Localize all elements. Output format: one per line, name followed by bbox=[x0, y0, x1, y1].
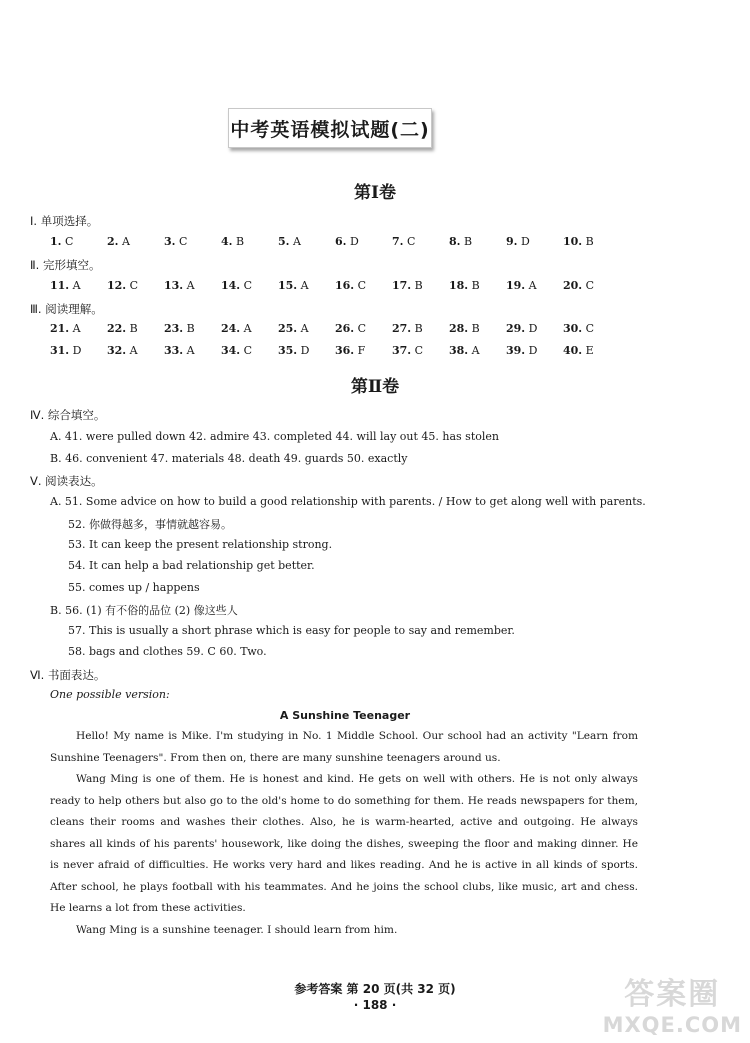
answer-item bbox=[335, 322, 392, 335]
essay-title: A Sunshine Teenager bbox=[279, 709, 411, 722]
reading-58: 58. bags and clothes 59. C 60. Two. bbox=[68, 645, 267, 658]
answer-number: 13. bbox=[164, 279, 184, 292]
answer-letter: B bbox=[126, 322, 138, 335]
answer-letter: A bbox=[126, 344, 138, 357]
answer-item bbox=[392, 344, 449, 357]
answer-letter: B bbox=[582, 235, 594, 248]
answer-item bbox=[50, 344, 107, 357]
answer-number: 25. bbox=[278, 322, 298, 335]
answer-letter: C bbox=[403, 235, 416, 248]
volume-2-heading: 第Ⅱ卷 bbox=[350, 377, 400, 397]
answer-number: 14. bbox=[221, 279, 241, 292]
answer-item bbox=[164, 322, 221, 335]
answer-item bbox=[107, 235, 164, 248]
version-note: One possible version: bbox=[50, 688, 170, 701]
answer-letter: A bbox=[183, 344, 195, 357]
answer-number: 20. bbox=[563, 279, 583, 292]
answer-row-4 bbox=[50, 344, 620, 357]
answer-letter: A bbox=[183, 279, 195, 292]
answer-letter: B bbox=[232, 235, 245, 248]
watermark-logo bbox=[603, 969, 742, 1037]
reading-55: 55. comes up / happens bbox=[68, 581, 200, 594]
answer-letter: A bbox=[69, 279, 81, 292]
answer-number: 2. bbox=[107, 235, 119, 248]
section-4-heading: Ⅳ. 综合填空。 bbox=[30, 408, 106, 422]
answer-item bbox=[392, 322, 449, 335]
answer-number: 16. bbox=[335, 279, 355, 292]
answer-item bbox=[164, 279, 221, 292]
section-2-heading: Ⅱ. 完形填空。 bbox=[30, 258, 101, 272]
answer-number: 15. bbox=[278, 279, 298, 292]
answer-number: 38. bbox=[449, 344, 469, 357]
answer-number: 12. bbox=[107, 279, 127, 292]
answer-letter: A bbox=[468, 344, 480, 357]
answer-letter: D bbox=[525, 322, 538, 335]
footer-reference: 参考答案 第 20 页(共 32 页) bbox=[294, 982, 456, 996]
answer-item bbox=[164, 235, 221, 248]
answer-letter: C bbox=[411, 344, 424, 357]
answer-number: 27. bbox=[392, 322, 412, 335]
answer-letter: D bbox=[517, 235, 530, 248]
answer-item bbox=[221, 279, 278, 292]
answer-row-2 bbox=[50, 279, 620, 292]
answer-number: 32. bbox=[107, 344, 127, 357]
answer-item bbox=[278, 279, 335, 292]
essay-paragraph-1: Hello! My name is Mike. I'm studying in No. 1 Middle School. Our school had an activity "Learn from Sunshine Teenagers". From then on, there are many sunshine teenagers around us. bbox=[50, 730, 638, 764]
answer-number: 23. bbox=[164, 322, 184, 335]
answer-number: 11. bbox=[50, 279, 70, 292]
answer-item bbox=[449, 322, 506, 335]
essay-paragraph-2: Wang Ming is one of them. He is honest and kind. He gets on well with others. He is not only always ready to help others but also go to the old's home to do something for them. He reads newspapers for them, cleans their rooms and washes their clothes. Also, he is warm-hearted, active and outgoing. He always shares all kinds of his parents' housework, like doing the dishes, sweeping the floor and making dinner. He is never afraid of difficulties. He works very hard and likes reading. And he is active in all kinds of sports. After school, he plays football with his teammates. And he joins the school clubs, like music, art and chess. He learns a lot from these activities. bbox=[50, 773, 638, 914]
answer-letter: D bbox=[69, 344, 82, 357]
answer-letter: C bbox=[582, 322, 595, 335]
answer-letter: B bbox=[468, 279, 480, 292]
answer-item bbox=[278, 344, 335, 357]
answer-item bbox=[50, 322, 107, 335]
answer-number: 30. bbox=[563, 322, 583, 335]
answer-item bbox=[50, 235, 107, 248]
answer-item bbox=[392, 235, 449, 248]
answer-number: 37. bbox=[392, 344, 412, 357]
answer-letter: C bbox=[582, 279, 595, 292]
reading-56: B. 56. (1) 有不俗的品位 (2) 像这些人 bbox=[50, 604, 238, 617]
answer-number: 24. bbox=[221, 322, 241, 335]
answer-letter: D bbox=[346, 235, 359, 248]
essay-body bbox=[50, 726, 638, 941]
answer-number: 22. bbox=[107, 322, 127, 335]
answer-letter: F bbox=[354, 344, 366, 357]
answer-item bbox=[506, 235, 563, 248]
answer-item bbox=[506, 344, 563, 357]
answer-item bbox=[164, 344, 221, 357]
section-5-heading: Ⅴ. 阅读表达。 bbox=[30, 474, 103, 488]
section-6-heading: Ⅵ. 书面表达。 bbox=[30, 668, 106, 682]
answer-number: 3. bbox=[164, 235, 176, 248]
reading-52: 52. 你做得越多，事情就越容易。 bbox=[68, 518, 232, 531]
answer-item bbox=[221, 344, 278, 357]
answer-number: 10. bbox=[563, 235, 583, 248]
answer-number: 9. bbox=[506, 235, 518, 248]
answer-number: 18. bbox=[449, 279, 469, 292]
answer-item bbox=[392, 279, 449, 292]
answer-letter: B bbox=[183, 322, 195, 335]
answer-letter: C bbox=[175, 235, 188, 248]
answer-item bbox=[506, 322, 563, 335]
answer-number: 34. bbox=[221, 344, 241, 357]
answer-number: 4. bbox=[221, 235, 233, 248]
answer-item bbox=[335, 279, 392, 292]
answer-letter: B bbox=[468, 322, 480, 335]
answer-item bbox=[335, 235, 392, 248]
answer-number: 36. bbox=[335, 344, 355, 357]
watermark-bottom: MXQE.COM bbox=[602, 1013, 742, 1037]
answer-item bbox=[449, 235, 506, 248]
answer-number: 29. bbox=[506, 322, 526, 335]
reading-51: A. 51. Some advice on how to build a good relationship with parents. / How to get along well with parents. bbox=[50, 495, 646, 508]
answer-number: 17. bbox=[392, 279, 412, 292]
title-box bbox=[228, 108, 432, 148]
answer-item bbox=[563, 322, 620, 335]
answer-number: 31. bbox=[50, 344, 70, 357]
answer-item bbox=[107, 344, 164, 357]
answer-letter: C bbox=[240, 344, 253, 357]
answer-number: 28. bbox=[449, 322, 469, 335]
answer-item bbox=[221, 322, 278, 335]
answer-number: 40. bbox=[563, 344, 583, 357]
answer-item bbox=[278, 322, 335, 335]
answer-number: 35. bbox=[278, 344, 298, 357]
watermark-top: 答案圈 bbox=[624, 977, 721, 1012]
answer-row-1 bbox=[50, 235, 620, 248]
answer-item bbox=[563, 279, 620, 292]
answer-item bbox=[107, 279, 164, 292]
answer-letter: A bbox=[297, 322, 309, 335]
answer-letter: A bbox=[525, 279, 537, 292]
answer-letter: B bbox=[460, 235, 473, 248]
fill-line-a: A. 41. were pulled down 42. admire 43. completed 44. will lay out 45. has stolen bbox=[50, 430, 499, 443]
answer-letter: D bbox=[297, 344, 310, 357]
footer-page-number: · 188 · bbox=[353, 998, 397, 1012]
fill-line-b: B. 46. convenient 47. materials 48. death 49. guards 50. exactly bbox=[50, 452, 408, 465]
answer-number: 8. bbox=[449, 235, 461, 248]
answer-letter: A bbox=[289, 235, 301, 248]
answer-letter: A bbox=[69, 322, 81, 335]
reading-54: 54. It can help a bad relationship get better. bbox=[68, 559, 315, 572]
answer-item bbox=[449, 344, 506, 357]
answer-number: 21. bbox=[50, 322, 70, 335]
section-3-heading: Ⅲ. 阅读理解。 bbox=[30, 302, 103, 316]
answer-item bbox=[278, 235, 335, 248]
answer-letter: A bbox=[297, 279, 309, 292]
section-1-heading: Ⅰ. 单项选择。 bbox=[30, 214, 99, 228]
answer-letter: C bbox=[240, 279, 253, 292]
answer-item bbox=[563, 344, 620, 357]
answer-item bbox=[506, 279, 563, 292]
answer-number: 19. bbox=[506, 279, 526, 292]
answer-item bbox=[449, 279, 506, 292]
reading-57: 57. This is usually a short phrase which is easy for people to say and remember. bbox=[68, 624, 515, 637]
answer-item bbox=[107, 322, 164, 335]
answer-item bbox=[221, 235, 278, 248]
answer-number: 26. bbox=[335, 322, 355, 335]
essay-paragraph-3: Wang Ming is a sunshine teenager. I should learn from him. bbox=[76, 923, 398, 936]
page-title: 中考英语模拟试题(二) bbox=[230, 118, 430, 141]
answer-item bbox=[563, 235, 620, 248]
answer-number: 7. bbox=[392, 235, 404, 248]
answer-letter: C bbox=[354, 322, 367, 335]
answer-letter: C bbox=[354, 279, 367, 292]
answer-item bbox=[50, 279, 107, 292]
answer-letter: E bbox=[582, 344, 594, 357]
answer-number: 5. bbox=[278, 235, 290, 248]
answer-letter: D bbox=[525, 344, 538, 357]
answer-number: 6. bbox=[335, 235, 347, 248]
answer-item bbox=[335, 344, 392, 357]
volume-1-heading: 第Ⅰ卷 bbox=[354, 183, 396, 203]
answer-letter: B bbox=[411, 322, 423, 335]
answer-letter: A bbox=[240, 322, 252, 335]
answer-number: 33. bbox=[164, 344, 184, 357]
answer-row-3 bbox=[50, 322, 620, 335]
answer-letter: C bbox=[126, 279, 139, 292]
answer-letter: B bbox=[411, 279, 423, 292]
reading-53: 53. It can keep the present relationship strong. bbox=[68, 538, 333, 551]
answer-number: 1. bbox=[50, 235, 62, 248]
answer-letter: A bbox=[118, 235, 130, 248]
answer-letter: C bbox=[61, 235, 74, 248]
answer-number: 39. bbox=[506, 344, 526, 357]
